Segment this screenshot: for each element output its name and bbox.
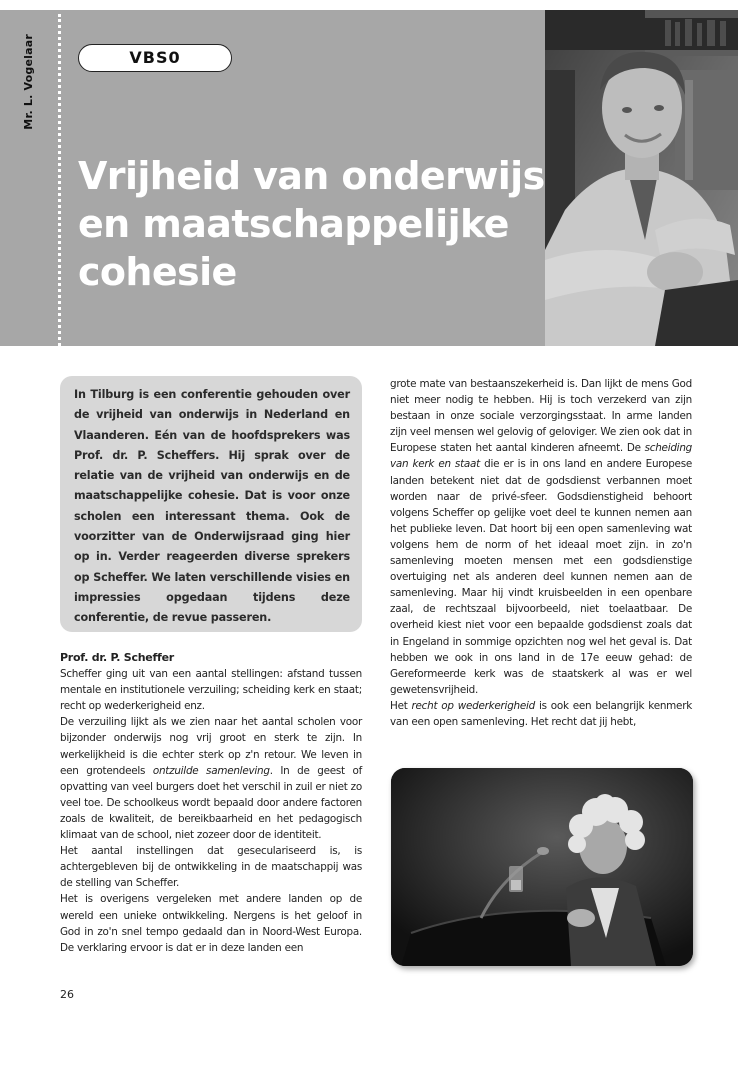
- title-line-3: cohesie: [78, 250, 237, 294]
- title-line-1: Vrijheid van onderwijs: [78, 154, 545, 198]
- right-paragraph-1: [390, 376, 692, 698]
- left-p2-text-b: . In de geest of opvatting van veel burgers doet het verschil in zuil er niet zo veel toe. De schoolkeus wordt bepaald door andere factoren zoals de kwaliteit, de bereikbaarheid en het pedagogisch klimaat van de school, niet zozeer door de identiteit.: [60, 764, 363, 842]
- portrait-photo: [545, 10, 738, 346]
- author-name: Mr. L. Vogelaar: [22, 34, 35, 130]
- right-column: [390, 376, 692, 730]
- right-p2-text-a: Het: [390, 699, 412, 712]
- intro-text: In Tilburg is een conferentie gehouden over de vrijheid van onderwijs in Nederland en Vlaanderen. Eén van de hoofdsprekers was Prof. dr. P. Scheffers. Hij sprak over de relatie van de vrijheid van onderwijs en de maatschappelijke cohesie. Dat is voor onze scholen een interessant thema. Ook de voorzitter van de Onderwijsraad ging hier op in. Verder reageerden diverse sprekers op Scheffer. We laten verschillende visies en impressies opgedaan tijdens deze conferentie, de revue passeren.: [74, 388, 350, 625]
- right-p2-emphasis: recht op wederkerigheid: [411, 699, 535, 712]
- right-paragraph-2: [390, 698, 692, 730]
- intro-box: [60, 376, 362, 632]
- left-column: [60, 650, 362, 956]
- left-paragraph-1: Scheffer ging uit van een aantal stellingen: afstand tussen mentale en institutionele verzuiling; scheiding kerk en staat; recht op wederkerigheid enz.: [60, 668, 362, 713]
- speaker-photo: [391, 768, 693, 966]
- page-number: 26: [60, 988, 74, 1001]
- speaker-illustration: [391, 768, 693, 966]
- portrait-illustration: [545, 10, 738, 346]
- left-paragraph-2: [60, 714, 362, 843]
- dotted-divider: [58, 14, 61, 346]
- right-p1-emphasis: scheiding van kerk en staat: [390, 442, 692, 471]
- left-paragraph-4: Het is overigens vergeleken met andere landen op de wereld een unieke ontwikkeling. Nergens is het geloof in God in zo'n snel tempo gedaald dan in Noord-West Europa. De verklaring ervoor is dat er in deze landen een: [60, 893, 362, 954]
- left-paragraph-3: Het aantal instellingen dat geseculariseerd is, is achtergebleven bij de ontwikkeling in de maatschappij was de stelling van Scheffer.: [60, 845, 362, 890]
- section-label: VBS0: [78, 44, 232, 72]
- right-p1-text-a: grote mate van bestaanszekerheid is. Dan lijkt de mens God niet meer nodig te hebben. Hij is toch verzekerd van zijn bestaan in onze sociale verzorgingsstaat. In arme landen zijn veel mensen wel gelovig of geloviger. We zien ook dat in Europese staten het aantal kinderen afneemt. De: [390, 378, 692, 455]
- right-p1-text-b: die er is in ons land en andere Europese landen betekent niet dat de godsdienst verbannen moet worden naar de privé-sfeer. Godsdienstigheid behoort volgens Scheffer op gelijke voet deel te kunnen nemen aan het publieke leven. Dat hoort bij een open samenleving wat volgens hem de norm of het ideaal moet zijn. in zo'n samenleving moeten mensen met een godsdienstige overtuiging net als anderen deel kunnen nemen aan de samenleving. Maar hij vindt kruisbeelden in een openbare zaal, de rechtszaal bijvoorbeeld, niet toelaatbaar. De overheid kiest niet voor een bepaalde godsdienst zoals dat in Engeland in sommige opzichten nog wel het geval is. Dat hebben we ook in ons land in de 17e eeuw gehad: de Gereformeerde kerk was de staatskerk al was er wel gewetensvrijheid.: [390, 458, 693, 696]
- section-subheading: Prof. dr. P. Scheffer: [60, 651, 174, 664]
- author-byline: [20, 34, 40, 144]
- right-p2-text-b: is ook een belangrijk kenmerk van een open samenleving. Het recht dat jij hebt,: [390, 699, 692, 728]
- article-title: [78, 152, 546, 296]
- left-p2-text-a: De verzuiling lijkt als we zien naar het aantal scholen voor bijzonder onderwijs nog vrij groot en sterk te zijn. In werkelijkheid is die echter sterk op z'n retour. We leven in een grotendeels: [60, 716, 362, 777]
- title-line-2: en maatschappelijke: [78, 202, 509, 246]
- left-p2-emphasis: ontzuilde samenleving: [152, 764, 270, 777]
